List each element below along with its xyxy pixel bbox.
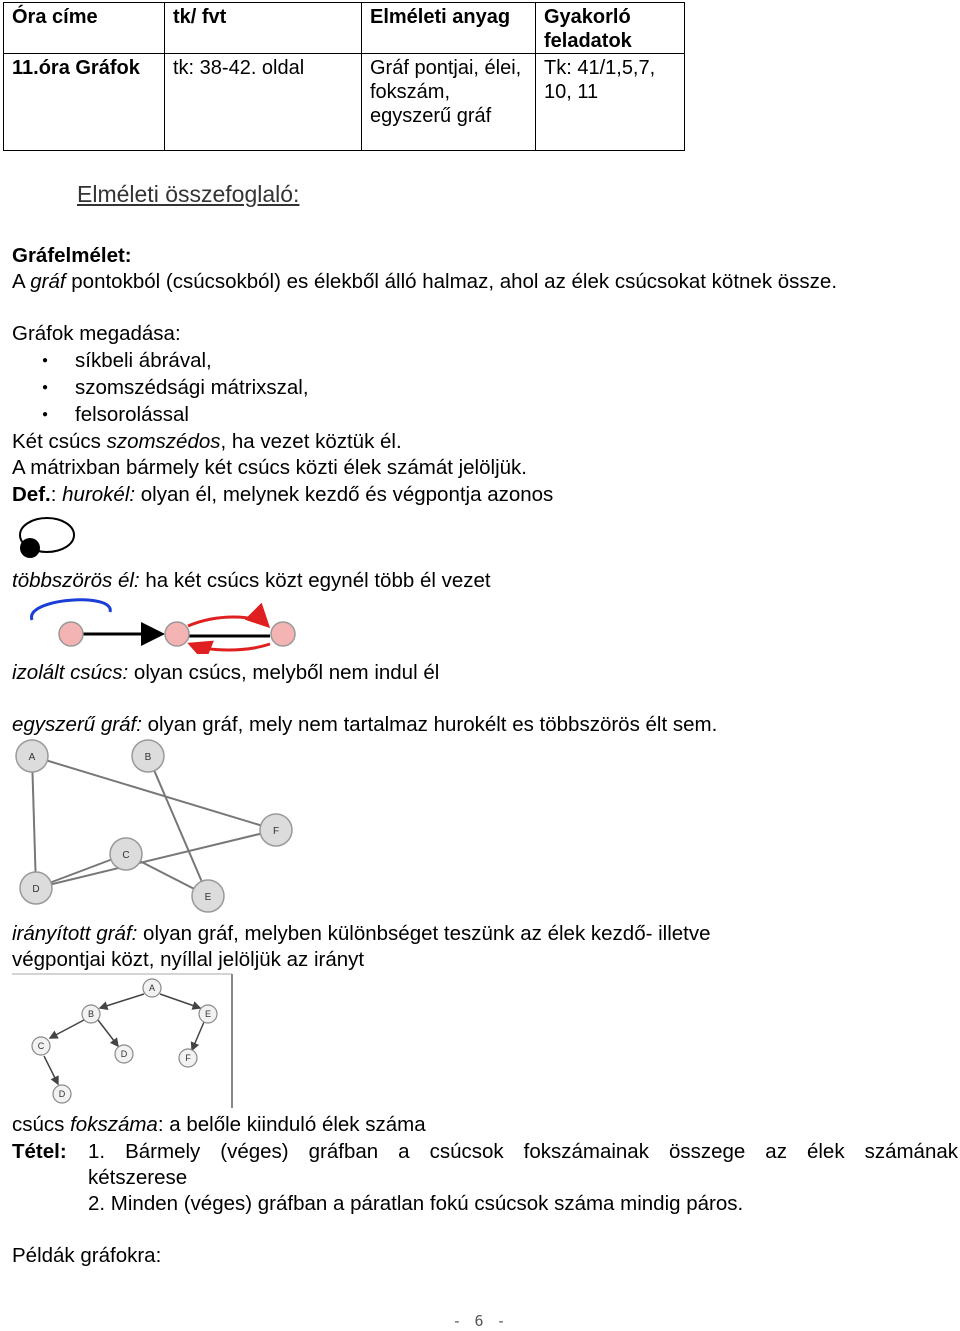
- tree-node-label: B: [87, 1009, 95, 1019]
- graph-node-label: B: [144, 752, 152, 763]
- tree-node-label: C: [37, 1041, 45, 1051]
- peldak-heading: Példák gráfokra:: [12, 1244, 162, 1267]
- table-header-row: [4, 3, 685, 54]
- section-title: Elméleti összefoglaló:: [77, 181, 300, 207]
- graph-node-label: A: [28, 752, 36, 763]
- hurokel-line: Def.: hurokél: olyan él, melynek kezdő és végpontja azonos: [12, 483, 554, 506]
- graftheory-heading: Gráfelmélet:: [12, 244, 132, 267]
- graph-node-label: C: [122, 850, 130, 861]
- megadas-heading: Gráfok megadása:: [12, 322, 181, 345]
- megadas-list: [12, 347, 309, 428]
- tree-node-label: A: [148, 983, 156, 993]
- iranyitott-line2: végpontjai közt, nyíllal jelöljük az irányt: [12, 948, 365, 971]
- iranyitott-line1: irányított gráf: olyan gráf, melyben különbséget teszünk az élek kezdő- illetve: [12, 922, 711, 945]
- tetel-item-1-cont: kétszerese: [88, 1166, 188, 1189]
- graph-definition: A gráf pontokból (csúcsokból) es élekből álló halmaz, ahol az élek csúcsokat kötnek össze.: [12, 270, 838, 293]
- list-item: ● síkbeli ábrával,: [12, 347, 309, 374]
- header-table: [3, 2, 685, 151]
- tree-node-label: F: [185, 1053, 191, 1063]
- szomszedos-line: Két csúcs szomszédos, ha vezet köztük él.: [12, 430, 402, 453]
- tetel-item-1: 1. Bármely (véges) gráfban a csúcsok fokszámainak összege az élek számának: [88, 1140, 958, 1163]
- graph-node-label: D: [32, 884, 40, 895]
- multiple-edge-figure: [26, 594, 302, 654]
- directed-tree-figure: [12, 972, 236, 1110]
- tree-node-label: D: [120, 1049, 128, 1059]
- matrix-line: A mátrixban bármely két csúcs közti élek számát jelöljük.: [12, 456, 527, 479]
- graph-node-label: E: [204, 892, 212, 903]
- tetel-item-2: 2. Minden (véges) gráfban a páratlan fokú csúcsok száma mindig páros.: [88, 1192, 744, 1215]
- graph-node-label: F: [272, 826, 280, 837]
- page-number: - 6 -: [452, 1312, 508, 1330]
- table-header-cell: Elméleti anyag: [362, 3, 536, 54]
- table-cell: Gráf pontjai, élei, fokszám, egyszerű gráf: [362, 54, 536, 151]
- tree-node-label: D: [58, 1089, 66, 1099]
- tobbszoros-line: többszörös él: ha két csúcs közt egynél több él vezet: [12, 569, 491, 592]
- table-cell: 11.óra Gráfok: [4, 54, 165, 151]
- table-header-cell: Óra címe: [4, 3, 165, 54]
- tree-node-label: E: [204, 1009, 212, 1019]
- table-header-cell: tk/ fvt: [165, 3, 362, 54]
- izolalt-line: izolált csúcs: olyan csúcs, melyből nem indul él: [12, 661, 440, 684]
- list-item: ● felsorolással: [12, 401, 309, 428]
- table-cell: Tk: 41/1,5,7, 10, 11: [536, 54, 685, 151]
- fokszam-line: csúcs fokszáma: a belőle kiinduló élek száma: [12, 1113, 426, 1136]
- table-cell: tk: 38-42. oldal: [165, 54, 362, 151]
- egyszeru-line: egyszerű gráf: olyan gráf, mely nem tartalmaz hurokélt es többszörös élt sem.: [12, 713, 718, 736]
- list-item: ● szomszédsági mátrixszal,: [12, 374, 309, 401]
- simple-graph-figure: [10, 738, 310, 918]
- table-header-cell: Gyakorló feladatok: [536, 3, 685, 54]
- loop-figure: [14, 513, 78, 561]
- table-row: [4, 54, 685, 151]
- tetel-label: Tétel:: [12, 1140, 67, 1163]
